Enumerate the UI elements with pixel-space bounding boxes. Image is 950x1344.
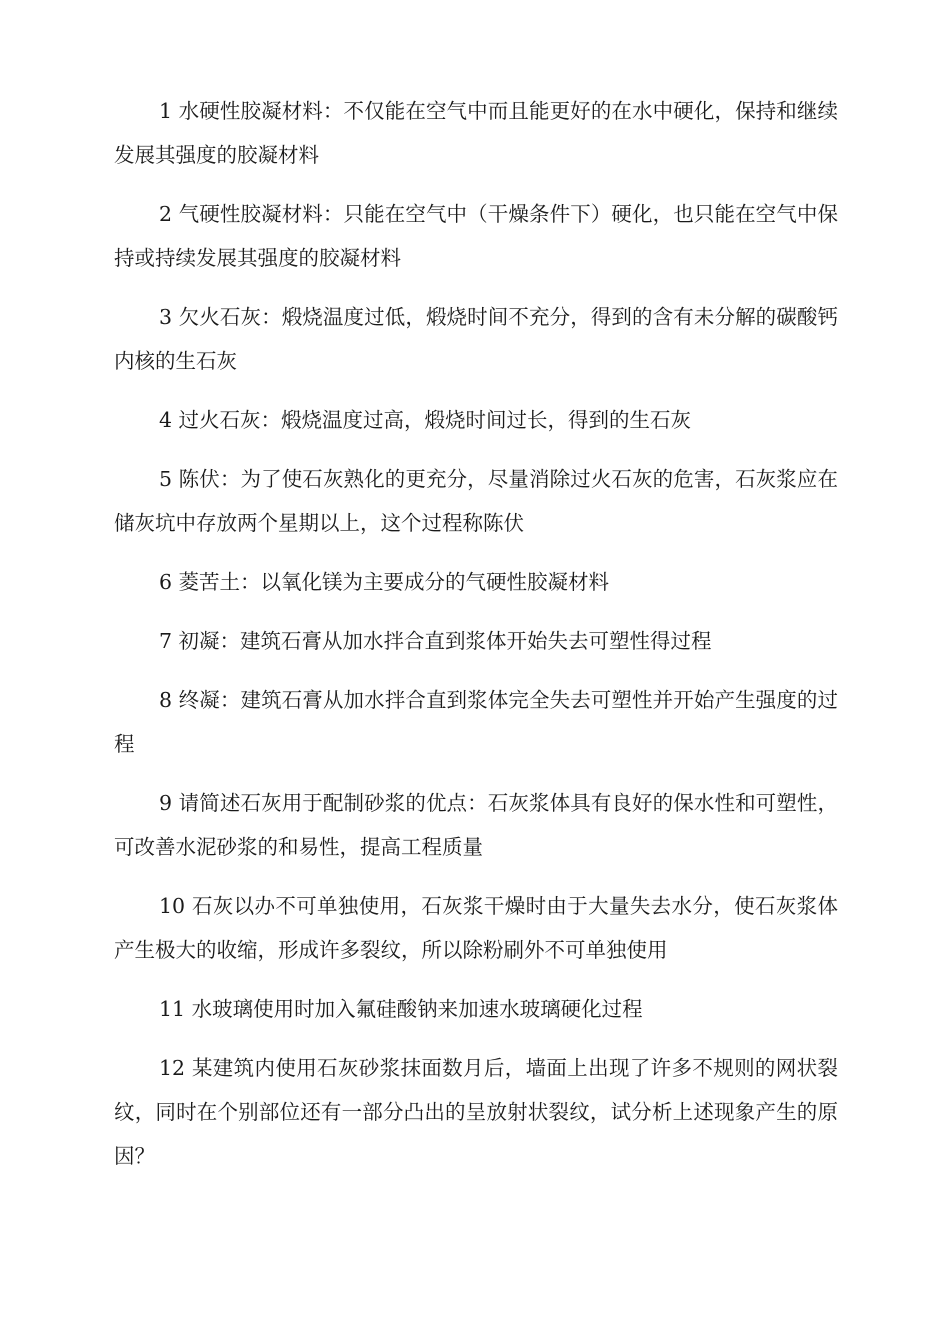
paragraph-8: 8 终凝：建筑石膏从加水拌合直到浆体完全失去可塑性并开始产生强度的过程 <box>114 688 838 756</box>
document-body <box>114 89 838 1193</box>
paragraph-10: 10 石灰以办不可单独使用，石灰浆干燥时由于大量失去水分，使石灰浆体产生极大的收缩，形成许多裂纹，所以除粉刷外不可单独使用 <box>114 894 838 962</box>
paragraph-5: 5 陈伏：为了使石灰熟化的更充分，尽量消除过火石灰的危害，石灰浆应在储灰坑中存放两个星期以上，这个过程称陈伏 <box>114 467 838 535</box>
paragraph-2: 2 气硬性胶凝材料：只能在空气中（干燥条件下）硬化，也只能在空气中保持或持续发展其强度的胶凝材料 <box>114 202 838 270</box>
paragraph-1: 1 水硬性胶凝材料：不仅能在空气中而且能更好的在水中硬化，保持和继续发展其强度的胶凝材料 <box>114 99 838 167</box>
paragraph-11: 11 水玻璃使用时加入氟硅酸钠来加速水玻璃硬化过程 <box>159 997 643 1021</box>
paragraph-4: 4 过火石灰：煅烧温度过高，煅烧时间过长，得到的生石灰 <box>159 408 692 432</box>
paragraph-12: 12 某建筑内使用石灰砂浆抹面数月后，墙面上出现了许多不规则的网状裂纹，同时在个别部位还有一部分凸出的呈放射状裂纹，试分析上述现象产生的原因？ <box>114 1056 838 1168</box>
paragraph-6: 6 菱苦土：以氧化镁为主要成分的气硬性胶凝材料 <box>159 570 610 594</box>
paragraph-9: 9 请简述石灰用于配制砂浆的优点：石灰浆体具有良好的保水性和可塑性，可改善水泥砂浆的和易性，提高工程质量 <box>114 791 838 859</box>
paragraph-7: 7 初凝：建筑石膏从加水拌合直到浆体开始失去可塑性得过程 <box>159 629 712 653</box>
paragraph-3: 3 欠火石灰：煅烧温度过低，煅烧时间不充分，得到的含有未分解的碳酸钙内核的生石灰 <box>114 305 838 373</box>
